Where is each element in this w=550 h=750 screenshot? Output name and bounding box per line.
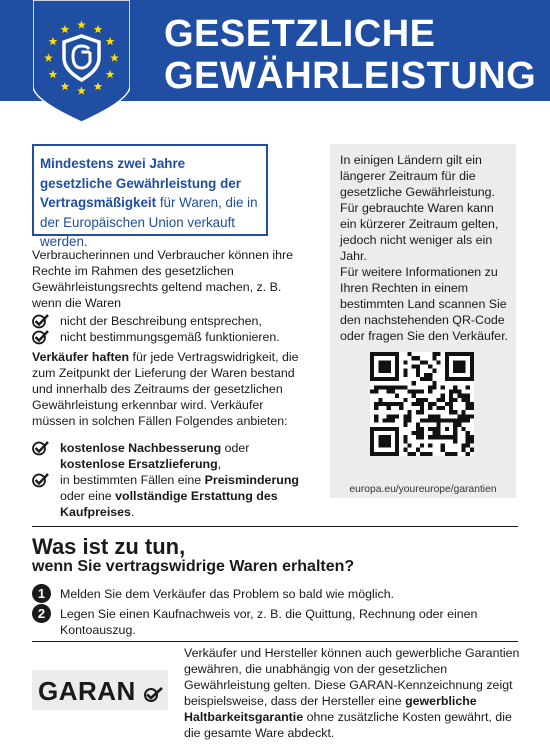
- page-title: [164, 13, 536, 97]
- check-circle-icon: [32, 313, 50, 329]
- seller-paragraph: [32, 349, 302, 429]
- intro-box: [32, 144, 268, 249]
- info-text-2: Für weitere Informationen zu Ihren Rechten in einem bestimmten Land scannen Sie den nachstehenden QR-Code oder fragen Sie den Verkäufer.: [340, 265, 509, 343]
- garan-logo: GARAN: [38, 676, 136, 706]
- todo-subheading: wenn Sie vertragswidrige Waren erhalten?: [32, 558, 355, 575]
- section-divider: [32, 526, 518, 527]
- remedy-plain: oder: [221, 441, 250, 455]
- seller-text: für jede Vertragswidrigkeit, die zum Zeitpunkt der Lieferung der Waren bestand und innerhalb des Zeitraums der gesetzlichen Gewährleistung erkennbar wird. Verkäufer müssen in solchen Fällen Folgendes anbieten:: [32, 350, 299, 428]
- title-line-1: GESETZLICHE: [164, 13, 436, 55]
- check-circle-icon: [32, 440, 50, 456]
- check-circle-icon: [32, 329, 50, 345]
- step-text: Melden Sie dem Verkäufer das Problem so bald wie möglich.: [60, 587, 395, 601]
- info-text-1: In einigen Ländern gilt ein längerer Zeitraum für die gesetzliche Gewährleistung. Für gebrauchte Waren kann ein kürzerer Zeitraum gelten, jedoch nicht weniger als ein Jahr.: [340, 153, 499, 263]
- check-circle-icon: [32, 472, 50, 488]
- step-number: 1: [32, 584, 51, 603]
- seller-bold: Verkäufer haften: [32, 350, 130, 364]
- title-line-2: GEWÄHRLEISTUNG: [164, 55, 537, 97]
- garan-check-icon: [142, 686, 164, 702]
- section-divider: [32, 641, 518, 642]
- eu-shield-icon: [33, 0, 130, 122]
- garan-text-plain: ohne zusätzliche Kosten gewährt, die die gesamte Ware abdeckt.: [184, 710, 512, 740]
- qr-code-icon[interactable]: [370, 352, 474, 456]
- todo-heading: Was ist zu tun,: [32, 534, 186, 559]
- info-panel: [330, 144, 516, 498]
- remedy-plain: in bestimmten Fällen eine: [60, 473, 205, 487]
- rights-paragraph: Verbraucherinnen und Verbraucher können ihre Rechte im Rahmen des gesetzlichen Gewährleistungsrechts geltend machen, z. B. wenn die Waren: [32, 248, 294, 310]
- intro-rest: für Waren, die in der Europäischen Union verkauft werden.: [40, 195, 258, 249]
- step-text: Legen Sie einen Kaufnachweis vor, z. B. die Quittung, Rechnung oder einen Kontoauszug.: [60, 607, 478, 637]
- garan-text: [184, 645, 524, 741]
- rights-item-text: nicht der Beschreibung entsprechen,: [60, 314, 262, 328]
- garan-text-plain: Verkäufer und Hersteller können auch gewerbliche Garantien gewähren, die unabhängig von der gesetzlichen Gewährleistung gelten. Diese GARAN-Kennzeichnung zeigt beispielsweise, dass der Hersteller eine: [184, 646, 520, 708]
- rights-item-text: nicht bestimmungsgemäß funktionieren.: [60, 330, 280, 344]
- garan-text-bold: gewerbliche Haltbarkeitsgarantie: [184, 694, 477, 724]
- remedy-text: [60, 440, 305, 472]
- info-url[interactable]: europa.eu/youreurope/garantien: [349, 484, 497, 495]
- remedy-bold: kostenlose Nachbesserung: [60, 441, 222, 455]
- garan-logo-box: [32, 670, 168, 710]
- remedy-bold: Preisminderung: [204, 473, 299, 487]
- remedy-text: [60, 472, 305, 520]
- remedy-plain: .: [130, 505, 135, 519]
- intro-bold: Mindestens zwei Jahre gesetzliche Gewährleistung der Vertragsmäßigkeit: [40, 156, 241, 210]
- remedy-plain: oder eine: [60, 489, 116, 503]
- remedy-plain: ,: [217, 457, 222, 471]
- remedy-bold: kostenlose Ersatzlieferung: [60, 457, 218, 471]
- remedy-bold: vollständige Erstattung des Kaufpreises: [60, 489, 278, 519]
- step-number: 2: [32, 604, 51, 623]
